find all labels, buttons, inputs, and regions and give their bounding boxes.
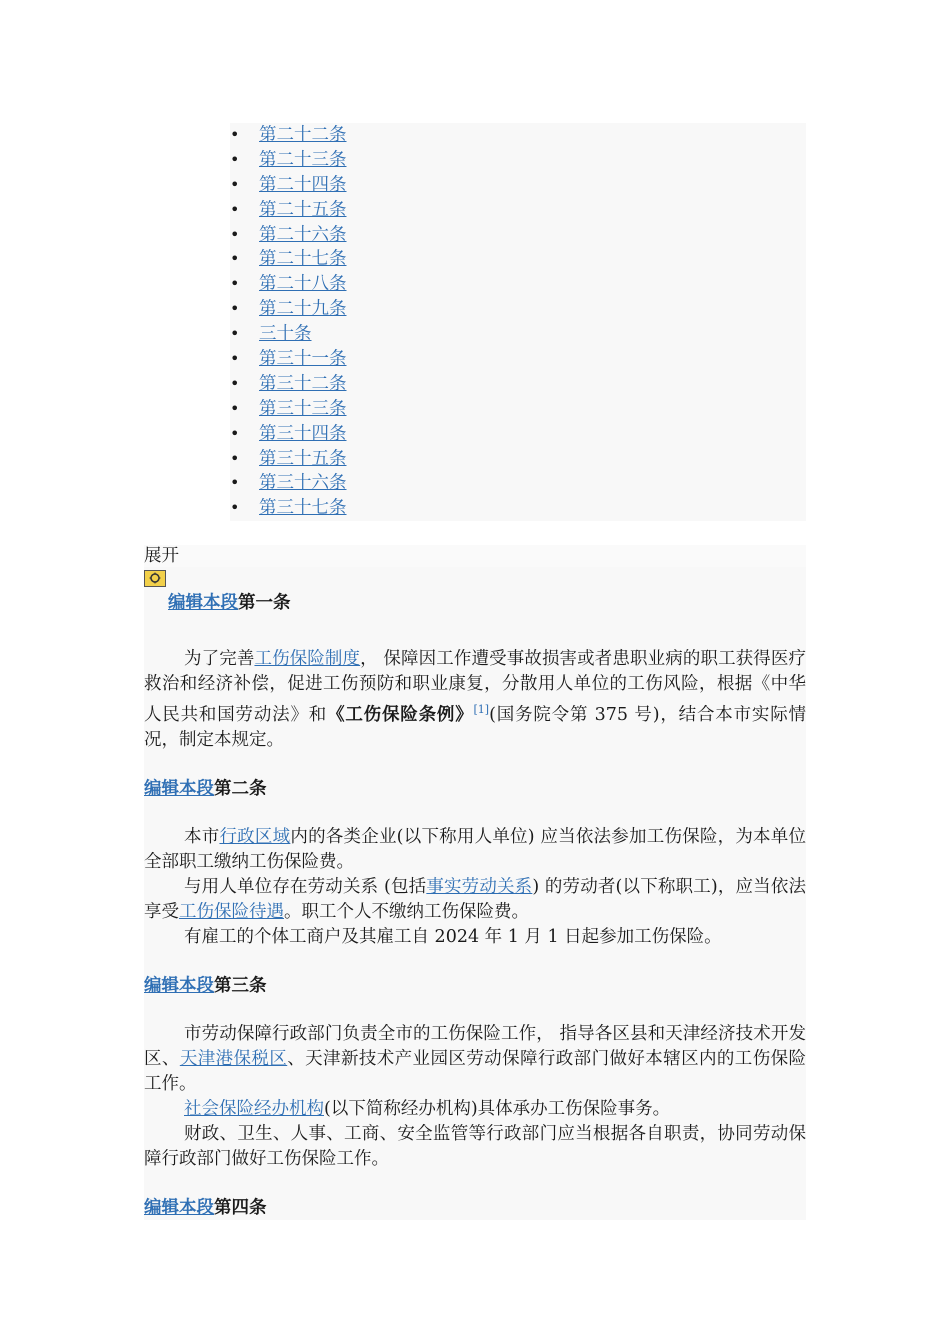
text: (以下简称经办机构)具体承办工伤保险事务。 bbox=[324, 1099, 671, 1120]
toc-item bbox=[230, 471, 806, 496]
bullet-icon: • bbox=[230, 473, 240, 493]
bullet-icon: • bbox=[230, 174, 240, 194]
toc-item bbox=[230, 247, 806, 272]
inline-link[interactable]: 社会保险经办机构 bbox=[184, 1099, 324, 1120]
toc-item bbox=[230, 123, 806, 148]
bullet-icon: • bbox=[230, 249, 240, 269]
inline-link[interactable]: 事实劳动关系 bbox=[426, 877, 533, 898]
toc-item bbox=[230, 148, 806, 173]
bullet-icon: • bbox=[230, 398, 240, 418]
inline-link[interactable]: 天津港保税区 bbox=[179, 1049, 288, 1070]
bullet-icon: • bbox=[230, 324, 240, 344]
bullet-icon: • bbox=[230, 448, 240, 468]
edit-section-link[interactable]: 编辑本段 bbox=[144, 976, 214, 997]
toc-item bbox=[230, 372, 806, 397]
toc-link[interactable]: 第二十三条 bbox=[259, 149, 347, 170]
text: ) 的劳动者(以下称职工)，应当依法享受 bbox=[144, 877, 807, 923]
text: 内的各类企业(以下称用人单位) 应当依法参加工伤保险，为本单位全部职工缴纳工伤保险费。 bbox=[144, 827, 807, 873]
text: 。职工个人不缴纳工伤保险费。 bbox=[284, 902, 529, 923]
section-title: 第四条 bbox=[214, 1198, 267, 1219]
toc-item bbox=[230, 322, 806, 347]
toc-link[interactable]: 第二十四条 bbox=[259, 174, 347, 195]
section-heading-4 bbox=[144, 1196, 806, 1220]
toc-link[interactable]: 第三十七条 bbox=[259, 498, 347, 519]
bullet-icon: • bbox=[230, 498, 240, 518]
paragraph bbox=[144, 1097, 806, 1122]
bullet-icon: • bbox=[230, 349, 240, 369]
toc-link[interactable]: 第三十四条 bbox=[259, 423, 347, 444]
paragraph: 财政、卫生、人事、工商、安全监管等行政部门应当根据各自职责，协同劳动保障行政部门做好工伤保险工作。 bbox=[144, 1124, 806, 1170]
toc-item bbox=[230, 447, 806, 472]
article-body bbox=[144, 545, 806, 1220]
toc-link[interactable]: 第三十二条 bbox=[259, 373, 347, 394]
paragraph bbox=[144, 647, 806, 753]
toc-link[interactable]: 第三十五条 bbox=[259, 448, 347, 469]
paragraph bbox=[144, 825, 806, 875]
edit-section-link[interactable]: 编辑本段 bbox=[168, 593, 238, 614]
toc-link[interactable]: 第二十二条 bbox=[259, 125, 347, 145]
law-title: 《工伤保险条例》 bbox=[327, 705, 474, 726]
edit-section-link[interactable]: 编辑本段 bbox=[144, 1198, 214, 1219]
text: 、天津新技术产业园区劳动保障行政部门做好本辖区内的工伤保险工作。 bbox=[144, 1049, 807, 1095]
edit-gear-icon[interactable] bbox=[144, 570, 166, 587]
toc-item bbox=[230, 297, 806, 322]
toc-item bbox=[230, 173, 806, 198]
toc-link[interactable]: 第三十三条 bbox=[259, 398, 347, 419]
toc-item bbox=[230, 422, 806, 447]
bullet-icon: • bbox=[230, 299, 240, 319]
paragraph bbox=[144, 875, 806, 925]
text: 与用人单位存在劳动关系 (包括 bbox=[184, 877, 427, 898]
section-heading-3 bbox=[144, 974, 806, 998]
toc-item bbox=[230, 496, 806, 521]
toc-link[interactable]: 第三十六条 bbox=[259, 473, 347, 494]
toc-item bbox=[230, 223, 806, 248]
toc-item bbox=[230, 198, 806, 223]
toc-link[interactable]: 三十条 bbox=[259, 324, 312, 345]
text: 本市 bbox=[184, 827, 220, 848]
section-title: 第二条 bbox=[214, 779, 267, 800]
toc-link[interactable]: 第二十九条 bbox=[259, 299, 347, 320]
toc-link[interactable]: 第三十一条 bbox=[259, 349, 347, 370]
section-heading-2 bbox=[144, 777, 806, 801]
table-of-contents bbox=[230, 123, 806, 521]
paragraph bbox=[144, 1022, 806, 1097]
bullet-icon: • bbox=[230, 199, 240, 219]
bullet-icon: • bbox=[230, 224, 240, 244]
inline-link[interactable]: 工伤保险制度 bbox=[254, 649, 361, 670]
paragraph: 有雇工的个体工商户及其雇工自 2024 年 1 月 1 日起参加工伤保险。 bbox=[184, 927, 722, 948]
section-heading-1 bbox=[168, 591, 806, 615]
toc-item bbox=[230, 347, 806, 372]
section-title: 第三条 bbox=[214, 976, 267, 997]
section-title: 第一条 bbox=[238, 593, 291, 614]
text: (国务院令第 375 号)，结合本市实际情况，制定本规定。 bbox=[144, 705, 806, 751]
bullet-icon: • bbox=[230, 373, 240, 393]
text: ， 保障因工作遭受事故损害或者患职业病的职工获得医疗救治和经济补偿，促进工伤预防和职业康复，分散用人单位的工伤风险，根据《中华人民共和国劳动法》和 bbox=[144, 649, 807, 726]
toc-link[interactable]: 第二十五条 bbox=[259, 199, 347, 220]
inline-link[interactable]: 工伤保险待遇 bbox=[179, 902, 284, 923]
bullet-icon: • bbox=[230, 125, 240, 144]
bullet-icon: • bbox=[230, 149, 240, 169]
toc-item bbox=[230, 272, 806, 297]
reference-link[interactable]: [1] bbox=[473, 703, 490, 717]
toc-link[interactable]: 第二十七条 bbox=[259, 249, 347, 270]
edit-section-link[interactable]: 编辑本段 bbox=[144, 779, 214, 800]
text: 市劳动保障行政部门负责全市的工伤保险工作， 指导各区县和天津经济技术开发区、 bbox=[144, 1024, 806, 1070]
bullet-icon: • bbox=[230, 423, 240, 443]
toc-link[interactable]: 第二十八条 bbox=[259, 274, 347, 295]
toc-list bbox=[230, 123, 806, 521]
bullet-icon: • bbox=[230, 274, 240, 294]
text: 为了完善 bbox=[184, 649, 255, 670]
document-page bbox=[144, 123, 806, 1220]
toc-link[interactable]: 第二十六条 bbox=[259, 224, 347, 245]
expand-toggle[interactable]: 展开 bbox=[144, 545, 806, 567]
toc-item bbox=[230, 397, 806, 422]
inline-link[interactable]: 行政区域 bbox=[219, 827, 291, 848]
